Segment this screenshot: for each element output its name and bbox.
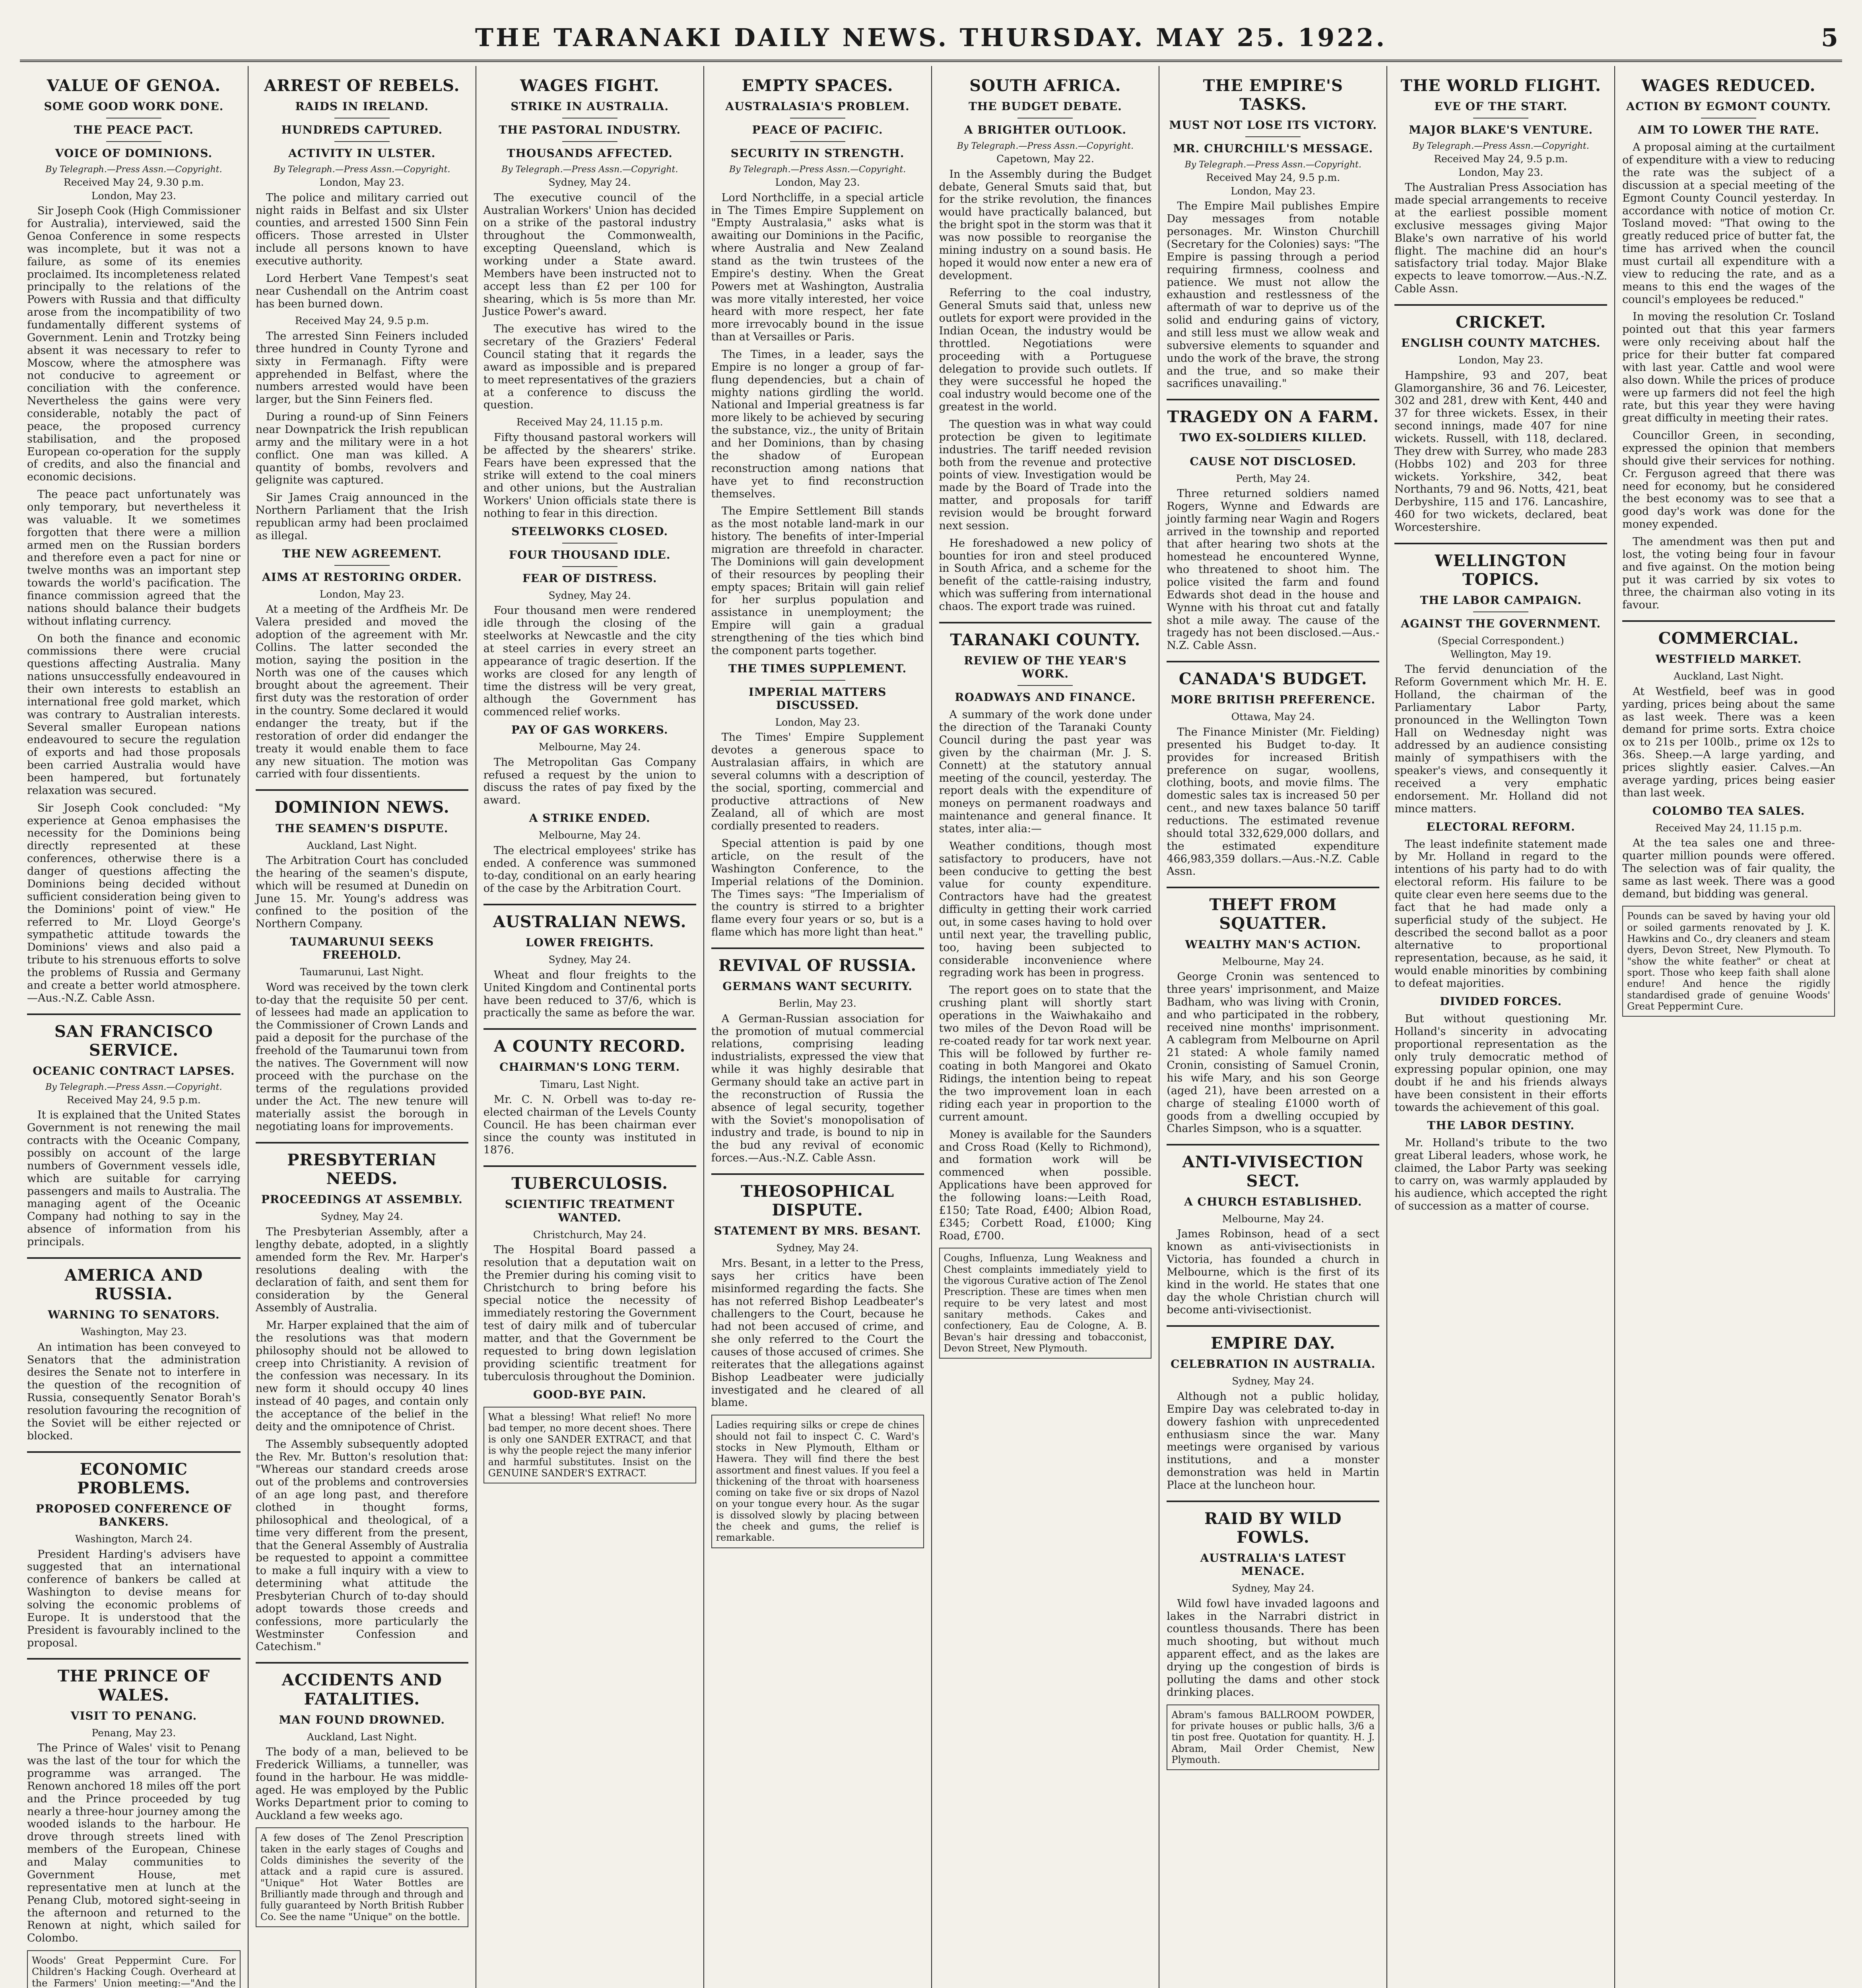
byline: By Telegraph.—Press Assn.—Copyright.	[1184, 160, 1361, 170]
article-paragraph: The Empire Settlement Bill stands as the most notable land-mark in our history. The benefits of inter-Imperial migration are threefold in character. The Dominions will gain development of their resources by peopling their empty spaces; Britain will gain relief for her surplus population and assistance in unemployment; the Empire will gain a gradual strengthening of the ties which bind the component parts together.	[711, 505, 924, 657]
subheading: MUST NOT LOSE ITS VICTORY.	[1169, 118, 1377, 132]
headline: TRAGEDY ON A FARM.	[1167, 408, 1379, 427]
subheading: ROADWAYS AND FINANCE.	[955, 691, 1136, 704]
subhead-rule	[562, 141, 617, 142]
dateline: Sydney, May 24.	[1232, 1375, 1314, 1387]
dateline: Auckland, Last Night.	[307, 839, 417, 851]
column-1	[20, 66, 248, 1988]
article-paragraph: During a round-up of Sinn Feiners near Downpatrick the Irish republican army and the military were in a hot conflict. One man was killed. A quantity of bombs, revolvers and gelignite was captured.	[255, 411, 468, 487]
section-divider	[256, 789, 468, 791]
dateline: London, May 23.	[1231, 185, 1316, 197]
article-paragraph: A German-Russian association for the promotion of mutual commercial relations, comprising leading industrialists, expressed the view that while it was highly desirable that Germany should take an active part in the reconstruction of Russia the absence of legal security, together with the Soviet's monopolisation of industry and trade, is bound to nip in the bud any revival of economic forces.—Aus.-N.Z. Cable Assn.	[711, 1012, 924, 1165]
section-divider	[27, 1451, 241, 1453]
headline: PRESBYTERIAN NEEDS.	[287, 1151, 437, 1188]
advertisement: A few doses of The Zenol Prescription taken in the early stages of Coughs and Colds diminishes the severity of the attack and a rapid cure is assured. "Unique" Hot Water Bottles are Brilliantly made through and through and fully guaranteed by North British Rubber Co. See the name "Unique" on the bottle.	[256, 1827, 468, 1927]
article-paragraph: The body of a man, believed to be Frederick Williams, a tunneller, was found in the harbour. He was middle-aged. He was employed by the Public Works Department prior to coming to Auckland a few weeks ago.	[255, 1746, 468, 1822]
dateline: London, May 23.	[1458, 166, 1544, 178]
advertisement: Woods' Great Peppermint Cure. For Children's Hacking Cough. Overheard at the Farmers' Union meeting:—"And the	[27, 1950, 241, 1988]
article-paragraph: The least indefinite statement made by Mr. Holland in regard to the intentions of his party had to do with electoral reform. His failure to be quite clear even here seems due to the fact that he had made only a superficial study of the subject. He described the second ballot as a poor alternative to proportional representation, because, as he said, it would enable minorities by combining to defeat majorities.	[1394, 838, 1608, 990]
dateline: Melbourne, May 24.	[1222, 955, 1324, 967]
advertisement: Pounds can be saved by having your old or soiled garments renovated by J. K. Hawkins and Co., dry cleaners and steam dyers, Devon Street, New Plymouth. To "show the white feather" or cheat at sport. Those who keep faith shall alone endure! And hence the rigidly standardised grade of genuine Woods' Great Peppermint Cure.	[1622, 906, 1835, 1017]
article-paragraph: James Robinson, head of a sect known as anti-vivisectionists in Victoria, has founded a church in Melbourne, which is the first of its kind in the world. He states that one day the whole Christian church will become anti-vivisectionist.	[1167, 1228, 1380, 1316]
subheading: STEELWORKS CLOSED.	[511, 524, 668, 538]
article-paragraph: Mr. Harper explained that the aim of the resolutions was that modern philosophy should not be allowed to creep into Christianity. A revision of the confession was necessary. In its new form it should occupy 40 lines instead of 40 pages, and contain only the acceptance of the belief in the deity and the omnipotence of Christ.	[255, 1319, 468, 1433]
column-8	[1614, 66, 1842, 1988]
subhead-rule	[106, 141, 162, 142]
article-paragraph: Sir James Craig announced in the Northern Parliament that the Irish republican army had been proclaimed as illegal.	[255, 491, 468, 542]
subheading: A STRIKE ENDED.	[529, 812, 650, 825]
section-divider	[1167, 1501, 1379, 1502]
article-paragraph: Special attention is paid by one article, on the result of the Washington Conference, to the Imperial relations of the Dominion. The Times says: "The Imperialism of the country is stirred to a brighter flame every four years or so, but is a flame which has more light than heat."	[711, 837, 924, 939]
subheading: THE LABOR DESTINY.	[1427, 1118, 1575, 1132]
column-4	[703, 66, 931, 1988]
article-paragraph: Wild fowl have invaded lagoons and lakes in the Narrabri district in countless thousands. There has been much shooting, but without much apparent effect, and as the lakes are drying up the congestion of birds is polluting the dams and other stock drinking places.	[1167, 1597, 1380, 1699]
subheading: TAUMARUNUI SEEKS FREEHOLD.	[290, 935, 434, 962]
headline: ARREST OF REBELS.	[264, 76, 460, 95]
article-paragraph: At the tea sales one and three-quarter million pounds were offered. The selection was of fair quality, the same as last week. There was a good demand, but bidding was general.	[1622, 837, 1835, 900]
article-paragraph: At a meeting of the Ardfheis Mr. De Valera presided and moved the adoption of the agreement with Mr. Collins. The latter seconded the motion, saying the position in the North was one of the causes which brought about the agreement. Their first duty was the restoration of order in the country. Some declared it would endanger the treaty, but if the restoration of order did endanger the treaty it would enable them to face any new situation. The motion was carried with four dissentients.	[255, 603, 468, 780]
subheading: PEACE OF PACIFIC.	[752, 123, 883, 137]
subheading: REVIEW OF THE YEAR'S WORK.	[964, 654, 1127, 681]
headline: AMERICA AND RUSSIA.	[64, 1266, 203, 1304]
article-paragraph: The Presbyterian Assembly, after a lengthy debate, adopted, in a slightly amended form the Rev. Mr. Harper's resolutions dealing with the declaration of faith, and sent them for consideration by the General Assembly of Australia.	[255, 1225, 468, 1314]
article-paragraph: The executive has wired to the secretary of the Graziers' Federal Council stating that it regards the award as impossible and is prepared to meet representatives of the graziers at a conference to discuss the question.	[483, 323, 696, 412]
article-paragraph: At Westfield, beef was in good yarding, prices being about the same as last week. There was a keen demand for prime sorts. Extra choice ox to 21s per 100lb., prime ox 12s to 36s. Sheep.—A large yarding, and prices slightly easier. Calves.—An average yarding, prices being easier than last week.	[1622, 685, 1835, 799]
article-paragraph: President Harding's advisers have suggested that an international conference of bankers be called at Washington to devise means for solving the economic problems of Europe. It is understood that the President is favourably inclined to the proposal.	[27, 1548, 241, 1649]
dateline: London, May 23.	[775, 716, 860, 728]
article-paragraph: Hampshire, 93 and 207, beat Glamorganshire, 36 and 76. Leicester, 302 and 281, drew with Kent, 440 and 37 for three wickets. Essex, in their second innings, made 407 for nine wickets. Russell, with 118, declared. They drew with Surrey, who made 283 (Hobbs 102) and 203 for three wickets. Yorkshire, 342, beat Northants, 79 and 96. Notts, 421, beat Derbyshire, 115 and 176. Lancashire, 460 for two wickets, declared, beat Worcestershire.	[1394, 369, 1608, 534]
article-paragraph: Word was received by the town clerk to-day that the requisite 50 per cent. of lessees had made an application to the Commissioner of Crown Lands and paid a deposit for the purchase of the freehold of the Taumarunui town from the natives. The Government will now proceed with the purchase on the terms of the regulations provided under the Act. The new tenure will materially assist the borough in negotiating loans for improvements.	[255, 981, 468, 1133]
article-paragraph: The Times' Empire Supplement devotes a generous space to Australasian affairs, in which are several columns with a description of the social, sporting, commercial and productive attractions of New Zealand, all of which are most cordially presented to readers.	[711, 731, 924, 833]
subheading: SCIENTIFIC TREATMENT WANTED.	[505, 1198, 675, 1224]
article-paragraph: Four thousand men were rendered idle through the closing of the steelworks at Newcastle and the city at steel carries in every street an appearance of tragic desertion. If the works are closed for any length of time the distress will be very great, although the Government has commenced relief works.	[483, 604, 696, 718]
headline: THEOSOPHICAL DISPUTE.	[740, 1182, 895, 1220]
section-divider	[27, 1013, 241, 1015]
subheading: THE PASTORAL INDUSTRY.	[499, 123, 681, 137]
section-divider	[1394, 304, 1607, 306]
headline: THE PRINCE OF WALES.	[57, 1667, 210, 1705]
article-paragraph: Lord Herbert Vane Tempest's seat near Cushendall on the Antrim coast has been burned down.	[255, 272, 468, 310]
subheading: A CHURCH ESTABLISHED.	[1184, 1195, 1362, 1208]
headline: RAID BY WILD FOWLS.	[1204, 1509, 1342, 1547]
dateline: Washington, May 23.	[80, 1326, 187, 1338]
section-divider	[483, 1028, 696, 1030]
advertisement: Ladies requiring silks or crepe de chines should not fail to inspect C. C. Ward's stocks in New Plymouth, Eltham or Hawera. They will find there the best assortment and finest values. If you feel a thickening of the throat with hoarseness coming on take five or six drops of Nazol on your tongue every hour. As the sugar is dissolved slowly by placing between the cheek and gums, the relief is remarkable.	[711, 1415, 924, 1548]
article-paragraph: The Hospital Board passed a resolution that a deputation wait on the Premier during his coming visit to Christchurch to bring before his special notice the necessity of immediately restoring the Government test of dairy milk and of tubercular matter, and that the Government be requested to bring down legislation providing scientific treatment for tuberculosis throughout the Dominion.	[483, 1244, 696, 1383]
article-paragraph: In moving the resolution Cr. Tosland pointed out that this year farmers were only receiving about half the price for their butter fat compared with last year. Cattle and wool were also down. While the prices of produce were up farmers did not feel the high rate, but this year they were having great difficulty in meeting their rates.	[1622, 311, 1835, 425]
article-paragraph: On both the finance and economic commissions there were crucial questions affecting Australia. Many nations unsuccessfully endeavoured in their own interests to establish an international free gold market, which was contrary to Australian interests. Several smaller European nations endeavoured to secure the regulation of exports and had those proposals been carried Australia would have been hampered, but fortunately relaxation was secured.	[27, 632, 241, 797]
article-paragraph: A summary of the work done under the direction of the Taranaki County Council during the past year was given by the chairman (Mr. J. S. Connett) at the statutory annual meeting of the council, yesterday. The report deals with the expenditure of moneys on permanent roadways and maintenance and general finance. It states, inter alia:—	[939, 709, 1152, 835]
article-paragraph: Sir Joseph Cook (High Commissioner for Australia), interviewed, said the Genoa Conference in some respects was incomplete, but it was not a failure, as some of its enemies proclaimed. Its incompleteness related principally to the relations of the Powers with Russia and that difficulty arose from the incompatibility of two fundamentally different systems of Government. Lenin and Trotzky being absent it was necessary to refer to Moscow, where the atmosphere was not conducive to agreement or conciliation with the conference. Nevertheless the gains were very considerable, notably the pact of peace, the proposed currency stabilisation, and the proposed European co-operation for the supply of credits, and also the financial and economic decisions.	[27, 205, 241, 483]
subheading: MAN FOUND DROWNED.	[279, 1713, 445, 1726]
subheading: FOUR THOUSAND IDLE.	[509, 548, 671, 561]
subheading: ACTIVITY IN ULSTER.	[288, 147, 436, 160]
dateline: Received May 24, 9.5 p.m.	[1206, 172, 1340, 184]
dateline: Sydney, May 24.	[548, 177, 631, 188]
subheading: PROCEEDINGS AT ASSEMBLY.	[261, 1193, 463, 1206]
section-divider	[1167, 661, 1379, 662]
article-paragraph: George Cronin was sentenced to three years' imprisonment, and Maize Badham, who was living with Cronin, and who participated in the robbery, received nine months' imprisonment. A cablegram from Melbourne on April 21 stated: A whole family named Cronin, consisting of Samuel Cronin, his wife Mary, and his son George (aged 21), have been arrested on a charge of stealing £1000 worth of goods from a dwelling occupied by Charles Simpson, who is a squatter.	[1167, 971, 1380, 1135]
dateline: Sydney, May 24.	[320, 1211, 403, 1223]
dateline: Melbourne, May 24.	[538, 829, 641, 841]
subheading: MR. CHURCHILL'S MESSAGE.	[1173, 142, 1373, 155]
subheading: AIM TO LOWER THE RATE.	[1638, 123, 1819, 137]
dateline: Received May 24, 9.30 p.m.	[64, 177, 204, 188]
subheading: GOOD-BYE PAIN.	[533, 1388, 647, 1401]
section-divider	[711, 947, 924, 949]
dateline: London, May 23.	[319, 588, 404, 600]
section-divider	[1167, 1325, 1379, 1327]
article-paragraph: An intimation has been conveyed to Senators that the administration desires the Senate not to interfere in the question of the recognition of Russia, consequently Senator Borah's resolution favouring the recognition of the Soviet will be either rejected or blocked.	[27, 1341, 241, 1442]
subheading: THE NEW AGREEMENT.	[282, 547, 442, 560]
subhead-rule	[1245, 136, 1301, 137]
subheading: AUSTRALASIA'S PROBLEM.	[725, 100, 910, 113]
subhead-rule	[790, 141, 845, 142]
subheading: STATEMENT BY MRS. BESANT.	[714, 1224, 921, 1238]
subheading: AGAINST THE GOVERNMENT.	[1401, 617, 1601, 631]
dateline: Sydney, May 24.	[776, 1242, 859, 1254]
subheading: ELECTORAL REFORM.	[1426, 820, 1575, 833]
headline: ANTI-VIVISECTION SECT.	[1182, 1153, 1364, 1190]
subheading: OCEANIC CONTRACT LAPSES.	[33, 1064, 235, 1077]
subhead-rule	[790, 680, 845, 681]
article-paragraph: The arrested Sinn Feiners included three hundred in County Tyrone and sixty in Fermanagh. Fifty were apprehended in Belfast, where the numbers arrested would have been larger, but the Sinn Feiners fled.	[255, 330, 468, 406]
headline: EMPIRE DAY.	[1211, 1334, 1336, 1353]
headline: REVIVAL OF RUSSIA.	[718, 956, 917, 975]
article-paragraph: The Australian Press Association has made special arrangements to receive at the earliest possible moment exclusive messages giving Major Blake's own narrative of his world flight. The machine did an hour's satisfactory trial today. Major Blake expects to leave tomorrow.—Aus.-N.Z. Cable Assn.	[1394, 181, 1608, 295]
subheading: SECURITY IN STRENGTH.	[730, 147, 905, 160]
article-paragraph: The police and military carried out night raids in Belfast and six Ulster counties, and arrested 1500 Sinn Fein officers. Those arrested in Ulster include all persons known to have executive authority.	[255, 191, 468, 268]
dateline: (Special Correspondent.)	[1437, 635, 1564, 647]
subheading: MORE BRITISH PREFERENCE.	[1171, 693, 1376, 707]
subheading: TWO EX-SOLDIERS KILLED.	[1179, 431, 1367, 445]
dateline: Timaru, Last Night.	[540, 1078, 639, 1090]
article-paragraph: The Finance Minister (Mr. Fielding) presented his Budget to-day. It provides for increased British preference on sugar, woollens, clothing, boots, and movie films. The domestic sales tax is increased 50 per cent., and new taxes balance 50 tariff reductions. The estimated revenue should total 332,629,000 dollars, and the estimated expenditure 466,983,359 dollars.—Aus.-N.Z. Cable Assn.	[1167, 726, 1380, 878]
article-paragraph: The report goes on to state that the crushing plant will shortly start operations in the Waiwhakaiho and two miles of the Devon Road will be re-coated ready for tar work next year. This will be followed by further re-coating in both Mangorei and Okato Ridings, the intention being to repeat the two improvement loan in each riding each year in proportion to the current amount.	[939, 984, 1152, 1123]
headline: DOMINION NEWS.	[274, 798, 450, 817]
section-divider	[1167, 1144, 1379, 1145]
article-paragraph: Sir Joseph Cook concluded: "My experience at Genoa emphasises the necessity for the Dominions being directly represented at these conferences, otherwise there is a danger of questions affecting the Dominions being decided without sufficient consideration being given to the Dominions' point of view." He referred to Mr. Lloyd George's sympathetic attitude towards the Dominions' views and also paid a tribute to his strenuous efforts to solve the problems of Russia and Germany and create a better world atmosphere.—Aus.-N.Z. Cable Assn.	[27, 802, 241, 1004]
advertisement: Abram's famous BALLROOM POWDER, for private houses or public halls, 3/6 a tin post free. Quotation for quantity. H. J. Abram, Mail Order Chemist, New Plymouth.	[1167, 1705, 1379, 1771]
article-paragraph: Three returned soldiers named Rogers, Wynne and Edwards are jointly farming near Wagin and Rogers arrived in the township and reported that after hearing two shots at the homestead he encountered Wynne, who threatened to shoot him. The police visited the farm and found Edwards shot dead in the house and Wynne with his throat cut and fatally shot a mile away. The cause of the tragedy has not been disclosed.—Aus.-N.Z. Cable Assn.	[1167, 487, 1380, 652]
subheading: THE LABOR CAMPAIGN.	[1420, 594, 1582, 607]
dateline: Sydney, May 24.	[548, 954, 631, 966]
headline: WAGES FIGHT.	[520, 76, 660, 95]
headline: THE WORLD FLIGHT.	[1400, 76, 1601, 95]
dateline: Melbourne, May 24.	[538, 741, 641, 753]
section-divider	[1394, 543, 1607, 544]
subheading: DIVIDED FORCES.	[1440, 994, 1562, 1008]
section-divider	[939, 622, 1152, 623]
article-paragraph: The Assembly subsequently adopted the Rev. Mr. Button's resolution that: "Whereas our standard creeds arose out of the problems and controversies of an age long past, and therefore clothed in thought forms, philosophical and theological, of a time very different from the present, that the General Assembly of Australia be requested to appoint a committee to make a full inquiry with a view to determining what attitude the Presbyterian Church of to-day should adopt towards those creeds and confessions, more particularly the Westminster Confession and Catechism."	[255, 1438, 468, 1653]
subheading: CHAIRMAN'S LONG TERM.	[499, 1060, 680, 1074]
dateline: Sydney, May 24.	[1232, 1582, 1314, 1594]
section-divider	[483, 1165, 696, 1167]
headline: THE EMPIRE'S TASKS.	[1203, 76, 1343, 114]
subhead-rule	[1245, 449, 1301, 450]
byline: By Telegraph.—Press Assn.—Copyright.	[1412, 141, 1589, 151]
subheading: HUNDREDS CAPTURED.	[281, 123, 443, 137]
article-paragraph: Referring to the coal industry, General Smuts said that, unless new outlets for export were provided in the Indian Ocean, the industry would be throttled. Negotiations were proceeding with a Portuguese delegation to provide such outlets. If they were successful he hoped the coal industry would become one of the greatest in the world.	[939, 287, 1152, 414]
subheading: WESTFIELD MARKET.	[1655, 652, 1802, 666]
subheading: CAUSE NOT DISCLOSED.	[1190, 454, 1357, 468]
dateline: Received May 24, 11.15 p.m.	[1655, 822, 1802, 834]
headline: SAN FRANCISCO SERVICE.	[54, 1022, 213, 1060]
headline: TARANAKI COUNTY.	[950, 630, 1141, 649]
dateline: Christchurch, May 24.	[533, 1229, 647, 1241]
subhead-rule	[562, 543, 617, 544]
subheading: THE TIMES SUPPLEMENT.	[728, 662, 907, 675]
article-paragraph: The Metropolitan Gas Company refused a request by the union to discuss the rates of pay fixed by the award.	[483, 756, 696, 807]
section-divider	[27, 1257, 241, 1259]
headline: TUBERCULOSIS.	[511, 1174, 668, 1193]
headline: CANADA'S BUDGET.	[1179, 670, 1367, 689]
dateline: Received May 24, 11.15 p.m.	[516, 416, 663, 428]
section-divider	[1622, 620, 1835, 622]
subheading: THE SEAMEN'S DISPUTE.	[276, 821, 449, 835]
byline: By Telegraph.—Press Assn.—Copyright.	[729, 165, 906, 175]
section-divider	[256, 1142, 468, 1143]
article-paragraph: The question was in what way could protection be given to legitimate industries. The tariff needed revision both from the revenue and protective points of view. Investigation would be made by the Board of Trade into the matter, and proposals for tariff revision would be brought forward next session.	[939, 418, 1152, 532]
section-divider	[483, 904, 696, 905]
article-paragraph: Mr. Holland's tribute to the two great Liberal leaders, whose work, he claimed, the Labor Party was seeking to carry on, was warmly applauded by his audience, which accepted the right of succession as a matter of course.	[1394, 1136, 1608, 1213]
dateline: Perth, May 24.	[1236, 472, 1311, 484]
subheading: SOME GOOD WORK DONE.	[44, 100, 224, 113]
dateline: London, May 23.	[91, 190, 176, 202]
headline: COMMERCIAL.	[1658, 629, 1799, 648]
subheading: STRIKE IN AUSTRALIA.	[511, 100, 669, 113]
dateline: Washington, March 24.	[75, 1533, 192, 1545]
article-paragraph: In the Assembly during the Budget debate, General Smuts said that, but for the strike revolution, the finances would have practically balanced, but the bright spot in the storm was that it was now possible to reorganise the mining industry on a sound basis. He hoped it would now enter a new era of development.	[939, 168, 1152, 282]
subheading: ENGLISH COUNTY MATCHES.	[1401, 336, 1601, 350]
section-divider	[256, 1662, 468, 1664]
column-grid	[20, 66, 1842, 1988]
article-paragraph: Mrs. Besant, in a letter to the Press, says her critics have been misinformed regarding the facts. She has not referred Bishop Leadbeater's challengers to the Court, because he had not been accused of crime, and she only referred to the Court the causes of those accused of crimes. She reiterates that the allegations against Bishop Leadbeater were judicially investigated and he cleared of all blame.	[711, 1257, 924, 1409]
headline: VALUE OF GENOA.	[47, 76, 221, 95]
dateline: Received May 24, 9.5 p.m.	[295, 315, 429, 327]
article-paragraph: The electrical employees' strike has ended. A conference was summoned to-day, conditional on an early hearing of the case by the Arbitration Court.	[483, 844, 696, 895]
subheading: GERMANS WANT SECURITY.	[722, 980, 913, 993]
subhead-rule	[334, 141, 390, 142]
advertisement: Coughs, Influenza, Lung Weakness and Chest complaints immediately yield to the vigorous Curative action of The Zenol Prescription. These are times when men require to be very latest and most sanitary methods. Cakes and confectionery, Eau de Cologne, A. B. Bevan's hair dressing and tobacconist, Devon Street, New Plymouth.	[939, 1248, 1152, 1359]
dateline: London, May 23.	[1458, 354, 1544, 366]
dateline: Melbourne, May 24.	[1222, 1213, 1324, 1225]
subheading: LOWER FREIGHTS.	[525, 936, 654, 949]
subheading: THOUSANDS AFFECTED.	[507, 147, 673, 160]
subheading: VISIT TO PENANG.	[70, 1709, 197, 1722]
subheading: WARNING TO SENATORS.	[48, 1308, 220, 1322]
article-paragraph: Although not a public holiday, Empire Day was celebrated to-day in dowery fashion with unprecedented enthusiasm since the war. Many meetings were organised by various institutions, and a monster demonstration was held in Martin Place at the luncheon hour.	[1167, 1390, 1380, 1491]
page-number: 5	[1821, 23, 1838, 52]
column-3	[476, 66, 703, 1988]
subheading: THE BUDGET DEBATE.	[968, 100, 1122, 113]
masthead-title: THE TARANAKI DAILY NEWS. THURSDAY. MAY 25. 1922.	[475, 23, 1387, 52]
subhead-rule	[562, 566, 617, 567]
dateline: Sydney, May 24.	[548, 589, 631, 601]
byline: By Telegraph.—Press Assn.—Copyright.	[45, 1082, 222, 1092]
article-paragraph: Money is available for the Saunders and Cross Road (Kelly to Richmond), and formation work will be commenced when possible. Applications have been approved for the following loans:—Leith Road, £150; Tate Road, £400; Albion Road, £345; Corbett Road, £1000; King Road, £700.	[939, 1128, 1152, 1242]
byline: By Telegraph.—Press Assn.—Copyright.	[957, 141, 1134, 151]
article-paragraph: The executive council of the Australian Workers' Union has decided on a strike of the pastoral industry throughout the Commonwealth, excepting Queensland, which is working under a State award. Members have been instructed not to accept less than £2 per 100 for shearing, which is 5s more than Mr. Justice Power's award.	[483, 191, 696, 318]
byline: By Telegraph.—Press Assn.—Copyright.	[45, 165, 222, 175]
subheading: CELEBRATION IN AUSTRALIA.	[1171, 1357, 1376, 1371]
column-2	[248, 66, 476, 1988]
article-paragraph: Councillor Green, in seconding, expressed the opinion that members should give their services for nothing. Cr. Ferguson agreed that there was need for economy, but he considered the best economy was to see that a good day's work was done for the money expended.	[1622, 429, 1835, 531]
dateline: Auckland, Last Night.	[1674, 670, 1784, 682]
headline: EMPTY SPACES.	[742, 76, 893, 95]
article-paragraph: The Arbitration Court has concluded the hearing of the seamen's dispute, which will be resumed at Dunedin on June 15. Mr. Young's address was confined to the position of the Northern Company.	[255, 854, 468, 930]
byline: By Telegraph.—Press Assn.—Copyright.	[501, 165, 678, 175]
subheading: AIMS AT RESTORING ORDER.	[262, 570, 462, 584]
subheading: VOICE OF DOMINIONS.	[55, 147, 213, 160]
article-paragraph: The Times, in a leader, says the Empire is no longer a group of far-flung dependencies, but a chain of mighty nations girdling the world. National and Imperial greatness is far more likely to be achieved by securing the substance, viz., the unity of Britain and her Dominions, than by chasing the shadow of European reconstruction among nations that have yet to find reconstruction themselves.	[711, 348, 924, 500]
subheading: THE PEACE PACT.	[74, 123, 194, 137]
masthead	[20, 16, 1842, 62]
article-paragraph: He foreshadowed a new policy of bounties for iron and steel produced in South Africa, and a scheme for the benefit of the cattle-raising industry, which was suffering from international chaos. The export trade was ruined.	[939, 537, 1152, 613]
subheading: A BRIGHTER OUTLOOK.	[964, 123, 1127, 137]
subheading: EVE OF THE START.	[1434, 100, 1567, 113]
article-paragraph: The Prince of Wales' visit to Penang was the last of the tour for which the programme was arranged. The Renown anchored 18 miles off the port and the Prince proceeded by tug nearly a three-hour journey among the wooded islands to the harbour. He drove through streets lined with members of the European, Chinese and Malay communities to Government House, met representative men at lunch at the Penang Club, motored sight-seeing in the afternoon and returned to the Renown at night, which sailed for Colombo.	[27, 1742, 241, 1945]
article-paragraph: The amendment was then put and lost, the voting being four in favour and five against. On the motion being put it was carried by six votes to three, the chairman also voting in its favour.	[1622, 536, 1835, 612]
article-paragraph: Lord Northcliffe, in a special article in The Times Empire Supplement on "Empty Australasia," asks what is awaiting our Dominions in the Pacific, where Australia and New Zealand stand as the twin trustees of the Empire's destiny. When the Great Powers met at Washington, Australia was more vitally interested, her voice heard with more respect, her fate more irrevocably bound in the issue than at Versailles or Paris.	[711, 191, 924, 344]
dateline: Penang, May 23.	[91, 1727, 176, 1739]
headline: ECONOMIC PROBLEMS.	[77, 1460, 191, 1497]
subhead-rule	[1017, 685, 1073, 686]
article-paragraph: A proposal aiming at the curtailment of expenditure with a view to reducing the rate was the subject of a discussion at a special meeting of the Egmont County Council yesterday. In accordance with notice of motion Cr. Tosland moved: "That owing to the greatly reduced price of butter fat, the time has arrived when the council must curtail all expenditure with a view to reducing the rate, and as a means to this end the wages of the council's employees be reduced."	[1622, 141, 1835, 306]
headline: A COUNTY RECORD.	[494, 1037, 686, 1056]
column-7	[1386, 66, 1614, 1988]
subheading: COLOMBO TEA SALES.	[1652, 804, 1805, 817]
subheading: RAIDS IN IRELAND.	[295, 100, 429, 113]
dateline: Ottawa, May 24.	[1231, 711, 1315, 723]
advertisement: What a blessing! What relief! No more bad temper, no more decent shoes. There is only one SANDER EXTRACT, and that is why the people reject the many inferior and harmful substitutes. Insist on the GENUINE SANDER'S EXTRACT.	[483, 1407, 696, 1484]
headline: ACCIDENTS AND FATALITIES.	[282, 1671, 442, 1708]
section-divider	[1167, 399, 1379, 400]
article-paragraph: But without questioning Mr. Holland's sincerity in advocating proportional representation as the only truly democratic method of expressing popular opinion, one may doubt if he and his friends always have been consistent in their efforts towards the achievement of this goal.	[1394, 1012, 1608, 1114]
subhead-rule	[334, 565, 390, 566]
dateline: London, May 23.	[319, 177, 404, 188]
article-paragraph: The fervid denunciation of the Reform Government which Mr. H. E. Holland, the chairman of the Parliamentary Labor Party, pronounced in the Wellington Town Hall on Wednesday night was addressed by an audience consisting mainly of sympathisers with the speaker's views, and consequently it received a very emphatic endorsement. Mr. Holland did not mince matters.	[1394, 663, 1608, 815]
dateline: Capetown, May 22.	[996, 153, 1094, 165]
subheading: WEALTHY MAN'S ACTION.	[1185, 938, 1361, 951]
dateline: Taumarunui, Last Night.	[300, 966, 424, 978]
section-divider	[27, 1658, 241, 1660]
dateline: Berlin, May 23.	[779, 998, 856, 1010]
headline: WAGES REDUCED.	[1641, 76, 1816, 95]
subheading: FEAR OF DISTRESS.	[522, 571, 657, 585]
article-paragraph: Weather conditions, though most satisfactory to producers, have not been conducive to getting the best value for county expenditure. Contractors have had the greatest difficulty in getting their work carried out, in some cases having to hold over until next year, the travelling public, too, having been subjected to considerable inconvenience where regrading work has been in progress.	[939, 840, 1152, 979]
section-divider	[711, 1173, 924, 1175]
dateline: Received May 24, 9.5 p.m.	[67, 1094, 201, 1106]
article-paragraph: The Empire Mail publishes Empire Day messages from notable personages. Mr. Winston Churchill (Secretary for the Colonies) says: "The Empire is passing through a period requiring firmness, coolness and patience. We must not allow the exhaustion and restlessness of the aftermath of war to deprive us of the solid and enduring gains of victory, and still less must we allow weak and subversive elements to squander and undo the work of the brave, the strong and the true, and so make their sacrifices unavailing."	[1167, 200, 1380, 390]
subheading: ACTION BY EGMONT COUNTY.	[1626, 100, 1831, 113]
section-divider	[1167, 887, 1379, 888]
article-paragraph: Wheat and flour freights to the United Kingdom and Continental ports have been reduced to 37/6, which is practically the same as before the war.	[483, 969, 696, 1019]
dateline: Auckland, Last Night.	[307, 1731, 417, 1743]
subheading: AUSTRALIA'S LATEST MENACE.	[1200, 1551, 1346, 1578]
headline: THEFT FROM SQUATTER.	[1209, 895, 1337, 933]
dateline: Received May 24, 9.5 p.m.	[1434, 153, 1568, 165]
dateline: Wellington, May 19.	[1450, 648, 1551, 660]
byline: By Telegraph.—Press Assn.—Copyright.	[274, 165, 450, 175]
article-paragraph: It is explained that the United States Government is not renewing the mail contracts with the Oceanic Company, possibly on account of the large numbers of Government vessels idle, which are suitable for carrying passengers and mails to Australia. The managing agent of the Oceanic Company had nothing to say in the absence of information from his principals.	[27, 1109, 241, 1248]
article-paragraph: Fifty thousand pastoral workers will be affected by the shearers' strike. Fears have been expressed that the strike will extend to the coal miners and other unions, but the Australian Workers' Union officials state there is nothing to fear in this direction.	[483, 431, 696, 520]
article-paragraph: Mr. C. N. Orbell was to-day re-elected chairman of the Levels County Council. He has been chairman ever since the county was instituted in 1876.	[483, 1093, 696, 1157]
article-paragraph: The peace pact unfortunately was only temporary, but nevertheless it was valuable. It we sometimes forgotten that there were a million armed men on the Russian borders and therefore even a pact for nine or twelve months was an important step towards the world's pacification. The finance commission agreed that the nations should balance their budgets without inflating currency.	[27, 488, 241, 627]
subheading: IMPERIAL MATTERS DISCUSSED.	[748, 685, 887, 712]
column-6	[1159, 66, 1386, 1988]
dateline: London, May 23.	[775, 177, 860, 188]
headline: AUSTRALIAN NEWS.	[493, 912, 687, 932]
headline: WELLINGTON TOPICS.	[1435, 551, 1567, 589]
column-5	[931, 66, 1159, 1988]
subheading: PROPOSED CONFERENCE OF BANKERS.	[35, 1502, 232, 1529]
subheading: PAY OF GAS WORKERS.	[511, 723, 668, 737]
subheading: MAJOR BLAKE'S VENTURE.	[1409, 123, 1593, 137]
headline: SOUTH AFRICA.	[969, 76, 1121, 95]
headline: CRICKET.	[1455, 313, 1546, 332]
